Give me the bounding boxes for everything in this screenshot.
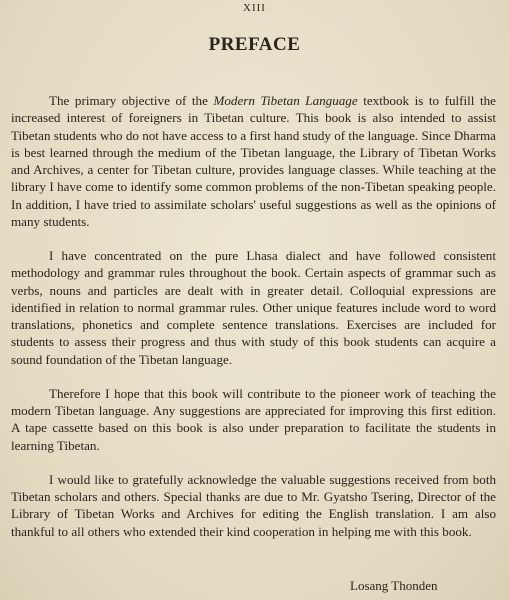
paragraph-1-start: The primary objective of the	[49, 93, 214, 108]
paragraph-1	[11, 92, 496, 230]
paragraph-3: Therefore I hope that this book will contribute to the pioneer work of teaching the modern Tibetan language. Any suggestions are appreciated for improving this first edition. A tape cassette based on this book is also under preparation to facilitate the students in learning Tibetan.	[11, 385, 496, 453]
page-number: XIII	[243, 2, 266, 14]
book-title-italic: Modern Tibetan Language	[213, 93, 358, 108]
page-title: PREFACE	[208, 34, 301, 55]
paragraph-4: I would like to gratefully acknowledge the valuable suggestions received from both Tibetan scholars and others. Special thanks are due to Mr. Gyatsho Tsering, Director of the Library of Tibetan Works and Archives for editing the English translation. I am also thankful to all others who extended their kind cooperation in helping me with this book.	[11, 471, 496, 539]
author-signature: Losang Thonden	[350, 578, 438, 593]
paragraph-2: I have concentrated on the pure Lhasa dialect and have followed consistent methodology and grammar rules throughout the book. Certain aspects of grammar such as verbs, nouns and particles are dealt with in greater detail. Colloquial expressions are identified in relation to normal grammar rules. Other unique features include word to word translations, phonetics and complete sentence translations. Exercises are included for students to assess their progress and thus with study of this book students can acquire a sound foundation of the Tibetan language.	[11, 248, 496, 367]
preface-body	[11, 92, 496, 557]
paragraph-1-rest: textbook is to fulfill the increased interest of foreigners in Tibetan culture. This book is also intended to assist Tibetan students who do not have access to a first hand study of the language. Since Dharma is best learned through the medium of the Tibetan language, the Library of Tibetan Works and Archives, a center for Tibetan culture, provides language classes. While teaching at the library I have come to identify some common problems of the non-Tibetan speaking people. In addition, I have tried to assimilate scholars' useful suggestions as well as the opinions of many students.	[11, 93, 496, 229]
